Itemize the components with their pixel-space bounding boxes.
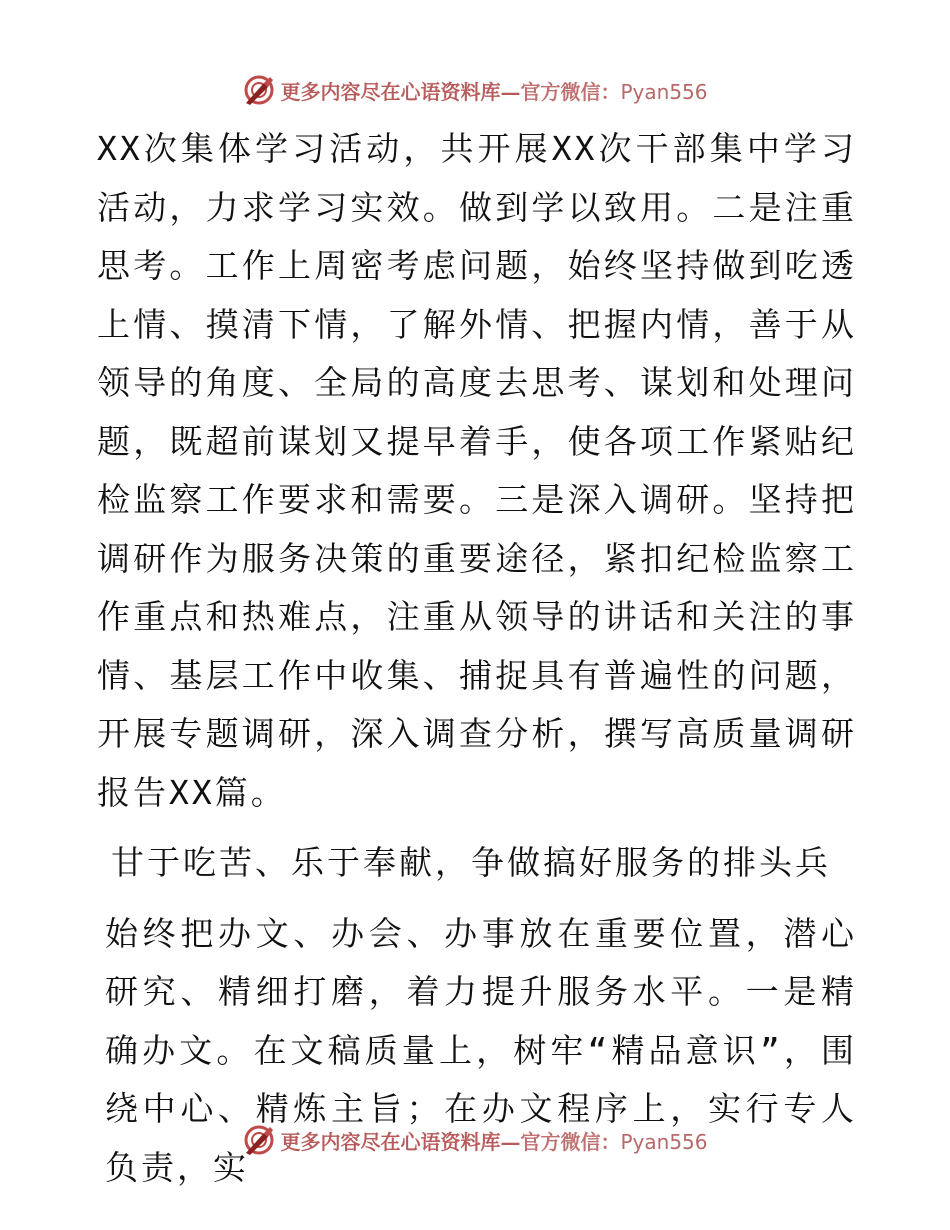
body-paragraph-2: 始终把办文、办会、办事放在重要位置，潜心研究、精细打磨，着力提升服务水平。一是精确办文。在文稿质量上，树牢“精品意识”，围绕中心、精炼主旨；在办文程序上，实行专人负责，实 bbox=[105, 913, 857, 1187]
banner-wechat-label: 官方微信： bbox=[520, 79, 621, 104]
header-watermark-banner bbox=[0, 70, 950, 110]
document-body bbox=[97, 120, 857, 1197]
pen-logo-icon bbox=[242, 73, 276, 107]
banner-wechat-handle: Pyan556 bbox=[620, 79, 708, 104]
banner-dash: — bbox=[500, 79, 521, 104]
section-heading: 甘于吃苦、乐于奉献，争做搞好服务的排头兵 bbox=[111, 843, 831, 882]
body-paragraph-1: XX次集体学习活动，共开展XX次干部集中学习活动，力求学习实效。做到学以致用。二是注重思考。工作上周密考虑问题，始终坚持做到吃透上情、摸清下情，了解外情、把握内情，善于从领导的角度、全局的高度去思考、谋划和处理问题，既超前谋划又提早着手，使各项工作紧贴纪检监察工作要求和需要。三是深入调研。坚持把调研作为服务决策的重要途径，紧扣纪检监察工作重点和热难点，注重从领导的讲话和关注的事情、基层工作中收集、捕捉具有普遍性的问题，开展专题调研，深入调查分析，撰写高质量调研报告XX篇。 bbox=[97, 129, 857, 812]
pen-logo-icon bbox=[242, 1123, 276, 1157]
banner-site-text: 更多内容尽在心语资料库 bbox=[280, 79, 501, 104]
banner-text bbox=[280, 76, 707, 105]
footer-watermark-banner bbox=[0, 1120, 950, 1160]
banner-site-text: 更多内容尽在心语资料库 bbox=[280, 1129, 501, 1154]
banner-dash: — bbox=[500, 1129, 521, 1154]
banner-text bbox=[280, 1126, 707, 1155]
banner-wechat-handle: Pyan556 bbox=[620, 1129, 708, 1154]
banner-wechat-label: 官方微信： bbox=[520, 1129, 621, 1154]
